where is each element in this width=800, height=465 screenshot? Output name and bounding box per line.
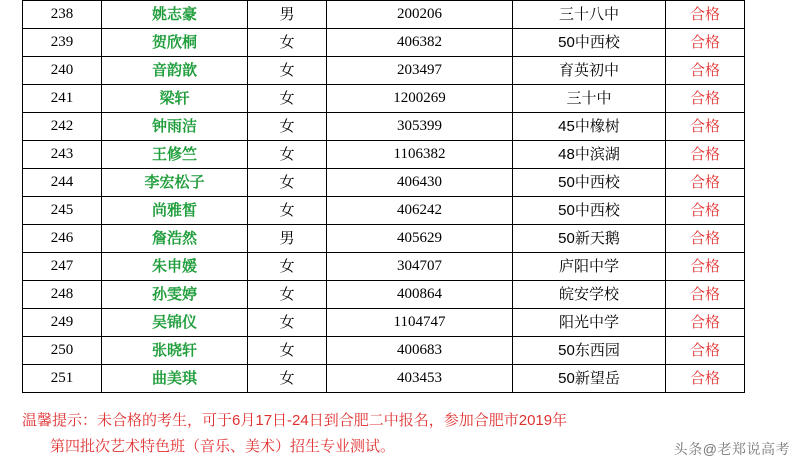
cell-school: 50中西校 [513, 197, 666, 225]
cell-result: 合格 [666, 281, 745, 309]
cell-index: 241 [23, 85, 102, 113]
cell-name: 音韵歆 [102, 57, 248, 85]
cell-result: 合格 [666, 253, 745, 281]
cell-school: 皖安学校 [513, 281, 666, 309]
cell-index: 240 [23, 57, 102, 85]
cell-name: 钟雨洁 [102, 113, 248, 141]
notice-line-2: 第四批次艺术特色班（音乐、美术）招生专业测试。 [50, 438, 396, 455]
cell-exam-id: 1200269 [327, 85, 513, 113]
cell-exam-id: 304707 [327, 253, 513, 281]
cell-index: 247 [23, 253, 102, 281]
table-row [23, 85, 745, 113]
cell-sex: 女 [248, 309, 327, 337]
notice-lead: 温馨提示： [22, 412, 98, 429]
cell-name: 吴锦仪 [102, 309, 248, 337]
cell-sex: 男 [248, 1, 327, 29]
cell-result: 合格 [666, 169, 745, 197]
cell-result: 合格 [666, 1, 745, 29]
cell-sex: 女 [248, 337, 327, 365]
notice-line-1: 未合格的考生，可于6月17日-24日到合肥二中报名，参加合肥市2019年 [97, 412, 568, 429]
cell-exam-id: 406242 [327, 197, 513, 225]
cell-result: 合格 [666, 337, 745, 365]
cell-sex: 女 [248, 141, 327, 169]
cell-name: 王修竺 [102, 141, 248, 169]
cell-result: 合格 [666, 85, 745, 113]
table-row [23, 365, 745, 393]
cell-school: 阳光中学 [513, 309, 666, 337]
cell-school: 庐阳中学 [513, 253, 666, 281]
cell-school: 三十八中 [513, 1, 666, 29]
cell-school: 50中西校 [513, 169, 666, 197]
cell-exam-id: 400864 [327, 281, 513, 309]
cell-result: 合格 [666, 197, 745, 225]
cell-index: 239 [23, 29, 102, 57]
cell-sex: 女 [248, 85, 327, 113]
cell-index: 251 [23, 365, 102, 393]
cell-exam-id: 403453 [327, 365, 513, 393]
cell-sex: 女 [248, 169, 327, 197]
cell-index: 246 [23, 225, 102, 253]
cell-index: 244 [23, 169, 102, 197]
table-row [23, 197, 745, 225]
cell-school: 45中橡树 [513, 113, 666, 141]
table-body [23, 1, 745, 393]
table-row [23, 281, 745, 309]
cell-school: 育英初中 [513, 57, 666, 85]
table-row [23, 309, 745, 337]
cell-result: 合格 [666, 141, 745, 169]
cell-exam-id: 203497 [327, 57, 513, 85]
cell-name: 李宏松子 [102, 169, 248, 197]
cell-index: 249 [23, 309, 102, 337]
cell-name: 姚志豪 [102, 1, 248, 29]
cell-index: 238 [23, 1, 102, 29]
cell-exam-id: 405629 [327, 225, 513, 253]
cell-exam-id: 1104747 [327, 309, 513, 337]
table-row [23, 337, 745, 365]
cell-school: 50新天鹅 [513, 225, 666, 253]
cell-name: 尚雅皙 [102, 197, 248, 225]
cell-result: 合格 [666, 57, 745, 85]
candidate-results-table [22, 0, 745, 393]
cell-index: 243 [23, 141, 102, 169]
cell-school: 50新望岳 [513, 365, 666, 393]
table-row [23, 225, 745, 253]
cell-sex: 女 [248, 253, 327, 281]
cell-school: 50东西园 [513, 337, 666, 365]
cell-index: 248 [23, 281, 102, 309]
cell-school: 50中西校 [513, 29, 666, 57]
cell-name: 贺欣桐 [102, 29, 248, 57]
notice-block [22, 408, 762, 460]
cell-sex: 女 [248, 57, 327, 85]
cell-result: 合格 [666, 113, 745, 141]
cell-index: 245 [23, 197, 102, 225]
table-row [23, 57, 745, 85]
cell-sex: 女 [248, 281, 327, 309]
cell-name: 孙雯婷 [102, 281, 248, 309]
table-row [23, 1, 745, 29]
cell-school: 48中滨湖 [513, 141, 666, 169]
table-row [23, 253, 745, 281]
cell-exam-id: 305399 [327, 113, 513, 141]
cell-result: 合格 [666, 309, 745, 337]
cell-index: 242 [23, 113, 102, 141]
table-row [23, 141, 745, 169]
cell-name: 朱申媛 [102, 253, 248, 281]
cell-name: 詹浩然 [102, 225, 248, 253]
watermark-text: 头条@老郑说高考 [673, 441, 790, 457]
cell-name: 曲美琪 [102, 365, 248, 393]
table-row [23, 29, 745, 57]
cell-sex: 女 [248, 29, 327, 57]
cell-index: 250 [23, 337, 102, 365]
cell-result: 合格 [666, 225, 745, 253]
cell-exam-id: 406382 [327, 29, 513, 57]
cell-name: 梁轩 [102, 85, 248, 113]
cell-sex: 女 [248, 113, 327, 141]
cell-sex: 女 [248, 197, 327, 225]
cell-result: 合格 [666, 29, 745, 57]
cell-result: 合格 [666, 365, 745, 393]
cell-exam-id: 200206 [327, 1, 513, 29]
cell-school: 三十中 [513, 85, 666, 113]
cell-exam-id: 1106382 [327, 141, 513, 169]
table-row [23, 169, 745, 197]
cell-sex: 女 [248, 365, 327, 393]
cell-name: 张晓轩 [102, 337, 248, 365]
cell-exam-id: 400683 [327, 337, 513, 365]
cell-exam-id: 406430 [327, 169, 513, 197]
cell-sex: 男 [248, 225, 327, 253]
table-row [23, 113, 745, 141]
